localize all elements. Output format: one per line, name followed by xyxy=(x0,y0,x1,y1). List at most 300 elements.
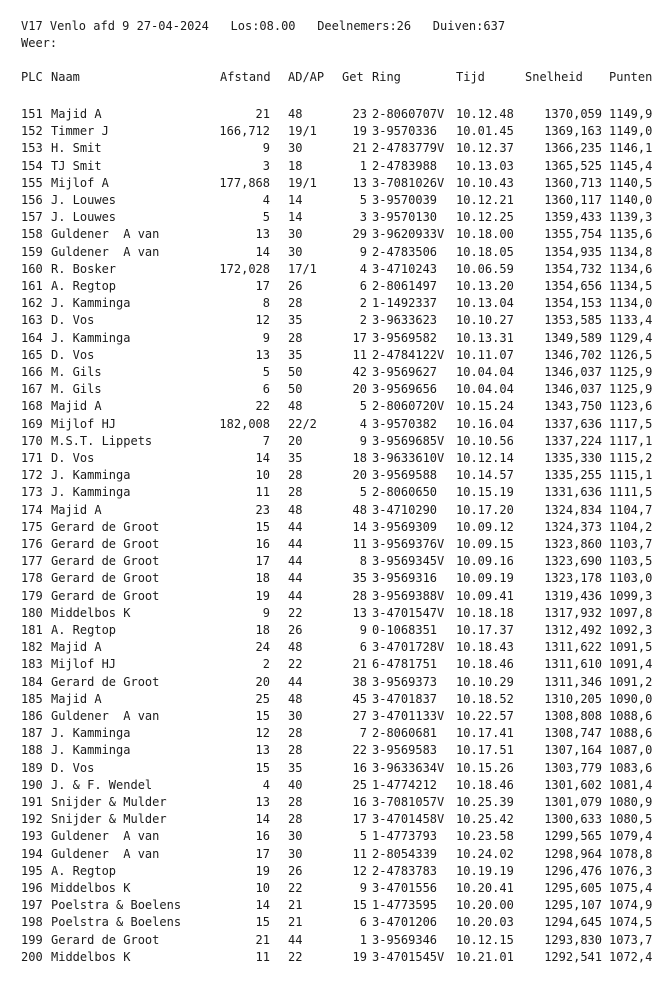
header-ring: Ring xyxy=(372,70,401,84)
row-get: 14 xyxy=(352,519,367,534)
row-naam: Middelbos K xyxy=(51,949,131,964)
row-plc: 166 xyxy=(21,365,43,379)
row-adap: 44 xyxy=(288,674,303,689)
row-naam: Gerard de Groot xyxy=(51,588,160,603)
row-adap: 30 xyxy=(288,829,303,844)
row-plc: 200 xyxy=(21,949,43,964)
row-snelheid: 1294,645 xyxy=(544,915,602,930)
row-ring: 2-8060720V xyxy=(372,399,445,414)
row-plc: 189 xyxy=(21,760,43,775)
row-adap: 35 xyxy=(288,313,303,328)
row-naam: Guldener A van xyxy=(51,829,160,844)
row-tijd: 10.04.04 xyxy=(456,365,514,379)
table-row xyxy=(0,708,670,725)
row-ring: 3-4701458V xyxy=(372,812,445,827)
row-plc: 157 xyxy=(21,210,43,225)
row-afstand: 13 xyxy=(255,347,270,362)
row-plc: 167 xyxy=(21,382,43,397)
row-punten: 1103,7 xyxy=(609,537,653,551)
row-snelheid: 1301,602 xyxy=(544,777,602,792)
table-row xyxy=(0,863,670,880)
row-punten: 1126,5 xyxy=(609,347,653,362)
row-afstand: 11 xyxy=(255,949,270,964)
table-row xyxy=(0,742,670,759)
row-snelheid: 1317,932 xyxy=(544,605,602,620)
row-punten: 1088,6 xyxy=(609,709,653,723)
row-tijd: 10.22.57 xyxy=(456,709,514,723)
row-ring: 2-4783783 xyxy=(372,863,438,878)
row-afstand: 4 xyxy=(262,193,270,207)
row-naam: Mijlof HJ xyxy=(51,416,117,431)
row-plc: 170 xyxy=(21,433,43,448)
row-naam: TJ Smit xyxy=(51,158,102,173)
row-tijd: 10.15.24 xyxy=(456,399,514,414)
row-get: 11 xyxy=(352,537,367,551)
row-plc: 177 xyxy=(21,554,43,569)
row-plc: 186 xyxy=(21,709,43,723)
row-adap: 28 xyxy=(288,296,303,311)
row-ring: 3-4701133V xyxy=(372,709,445,723)
table-row xyxy=(0,158,670,175)
table-row xyxy=(0,570,670,587)
row-plc: 194 xyxy=(21,846,43,861)
row-afstand: 23 xyxy=(255,502,270,517)
row-snelheid: 1324,373 xyxy=(544,519,602,534)
row-ring: 3-9570336 xyxy=(372,124,438,139)
row-ring: 3-9569388V xyxy=(372,588,445,603)
table-row xyxy=(0,140,670,157)
row-punten: 1090,0 xyxy=(609,691,653,706)
row-plc: 168 xyxy=(21,399,43,414)
row-ring: 3-9569685V xyxy=(372,433,445,448)
row-get: 5 xyxy=(359,193,367,207)
row-afstand: 15 xyxy=(255,915,270,930)
row-ring: 3-4701545V xyxy=(372,949,445,964)
row-punten: 1146,1 xyxy=(609,141,653,156)
row-ring: 3-4710290 xyxy=(372,502,438,517)
row-ring: 3-4710243 xyxy=(372,261,438,276)
table-row xyxy=(0,639,670,656)
table-row xyxy=(0,588,670,605)
row-afstand: 17 xyxy=(255,279,270,293)
row-adap: 48 xyxy=(288,640,303,655)
row-naam: Majid A xyxy=(51,691,102,706)
row-adap: 19/1 xyxy=(288,124,317,139)
race-info-line: V17 Venlo afd 9 27-04-2024 Los:08.00 Deelnemers:26 Duiven:637 xyxy=(21,19,506,33)
row-snelheid: 1292,541 xyxy=(544,949,602,964)
row-plc: 155 xyxy=(21,175,43,190)
row-tijd: 10.10.29 xyxy=(456,674,514,689)
row-plc: 159 xyxy=(21,244,43,259)
row-naam: R. Bosker xyxy=(51,261,117,276)
row-get: 1 xyxy=(359,158,367,173)
row-plc: 165 xyxy=(21,347,43,362)
row-punten: 1080,9 xyxy=(609,795,653,809)
row-plc: 161 xyxy=(21,279,43,293)
row-afstand: 7 xyxy=(262,433,270,448)
table-row xyxy=(0,811,670,828)
row-ring: 2-8060707V xyxy=(372,107,445,121)
row-ring: 2-8060650 xyxy=(372,485,438,500)
header-tijd: Tijd xyxy=(456,70,485,84)
table-row xyxy=(0,330,670,347)
row-snelheid: 1354,153 xyxy=(544,296,602,311)
row-get: 20 xyxy=(352,468,367,483)
row-punten: 1145,4 xyxy=(609,158,653,173)
table-row xyxy=(0,605,670,622)
table-row xyxy=(0,381,670,398)
row-snelheid: 1349,589 xyxy=(544,330,602,345)
row-snelheid: 1354,935 xyxy=(544,244,602,259)
row-adap: 50 xyxy=(288,382,303,397)
row-snelheid: 1354,656 xyxy=(544,279,602,293)
row-afstand: 8 xyxy=(262,296,270,311)
row-naam: Gerard de Groot xyxy=(51,519,160,534)
row-afstand: 6 xyxy=(262,382,270,397)
row-afstand: 12 xyxy=(255,313,270,328)
row-plc: 193 xyxy=(21,829,43,844)
row-punten: 1078,8 xyxy=(609,846,653,861)
row-punten: 1072,4 xyxy=(609,949,653,964)
row-afstand: 9 xyxy=(262,141,270,156)
row-naam: Majid A xyxy=(51,399,102,414)
row-plc: 151 xyxy=(21,107,43,121)
row-ring: 3-9569345V xyxy=(372,554,445,569)
row-adap: 28 xyxy=(288,330,303,345)
row-afstand: 14 xyxy=(255,898,270,913)
row-tijd: 10.18.46 xyxy=(456,777,514,792)
row-afstand: 4 xyxy=(262,777,270,792)
row-get: 42 xyxy=(352,365,367,379)
row-tijd: 10.18.05 xyxy=(456,244,514,259)
table-row xyxy=(0,226,670,243)
row-adap: 26 xyxy=(288,623,303,637)
row-plc: 154 xyxy=(21,158,43,173)
row-snelheid: 1360,117 xyxy=(544,193,602,207)
table-row xyxy=(0,760,670,777)
row-afstand: 16 xyxy=(255,829,270,844)
row-naam: J. Louwes xyxy=(51,210,117,225)
row-adap: 22 xyxy=(288,657,303,672)
row-tijd: 10.10.56 xyxy=(456,433,514,448)
row-afstand: 9 xyxy=(262,330,270,345)
row-tijd: 10.18.00 xyxy=(456,227,514,242)
row-afstand: 10 xyxy=(255,468,270,483)
row-tijd: 10.12.37 xyxy=(456,141,514,156)
row-punten: 1134,8 xyxy=(609,244,653,259)
row-adap: 21 xyxy=(288,898,303,913)
row-punten: 1088,6 xyxy=(609,726,653,741)
table-row xyxy=(0,674,670,691)
row-afstand: 9 xyxy=(262,605,270,620)
row-tijd: 10.24.02 xyxy=(456,846,514,861)
row-afstand: 16 xyxy=(255,537,270,551)
row-snelheid: 1311,610 xyxy=(544,657,602,672)
row-ring: 3-9569309 xyxy=(372,519,438,534)
row-ring: 2-8061497 xyxy=(372,279,438,293)
row-ring: 3-4701837 xyxy=(372,691,438,706)
row-afstand: 166,712 xyxy=(219,124,270,139)
row-ring: 1-4773595 xyxy=(372,898,438,913)
row-ring: 2-4783988 xyxy=(372,158,438,173)
row-naam: Middelbos K xyxy=(51,605,131,620)
row-plc: 163 xyxy=(21,313,43,328)
row-snelheid: 1300,633 xyxy=(544,812,602,827)
header-naam: Naam xyxy=(51,70,80,84)
row-tijd: 10.13.20 xyxy=(456,279,514,293)
row-ring: 2-4783779V xyxy=(372,141,445,156)
row-snelheid: 1295,107 xyxy=(544,898,602,913)
row-adap: 17/1 xyxy=(288,261,317,276)
row-naam: D. Vos xyxy=(51,313,95,328)
row-afstand: 22 xyxy=(255,399,270,414)
row-snelheid: 1308,747 xyxy=(544,726,602,741)
row-naam: Mijlof A xyxy=(51,175,109,190)
row-afstand: 5 xyxy=(262,210,270,225)
row-snelheid: 1296,476 xyxy=(544,863,602,878)
row-tijd: 10.12.25 xyxy=(456,210,514,225)
table-row xyxy=(0,553,670,570)
row-naam: Guldener A van xyxy=(51,244,160,259)
table-row xyxy=(0,622,670,639)
row-naam: Guldener A van xyxy=(51,709,160,723)
row-plc: 182 xyxy=(21,640,43,655)
table-row xyxy=(0,364,670,381)
row-adap: 20 xyxy=(288,433,303,448)
row-afstand: 177,868 xyxy=(219,175,270,190)
row-snelheid: 1323,860 xyxy=(544,537,602,551)
row-tijd: 10.14.57 xyxy=(456,468,514,483)
row-naam: D. Vos xyxy=(51,451,95,465)
row-punten: 1149,0 xyxy=(609,124,653,139)
row-get: 7 xyxy=(359,726,367,741)
row-get: 2 xyxy=(359,313,367,328)
table-row xyxy=(0,880,670,897)
row-punten: 1099,3 xyxy=(609,588,653,603)
row-get: 9 xyxy=(359,881,367,895)
row-naam: A. Regtop xyxy=(51,279,117,293)
row-plc: 164 xyxy=(21,330,43,345)
row-naam: H. Smit xyxy=(51,141,102,156)
row-plc: 180 xyxy=(21,605,43,620)
row-naam: J. Kamminga xyxy=(51,296,131,311)
row-punten: 1087,0 xyxy=(609,743,653,758)
table-row xyxy=(0,261,670,278)
row-plc: 175 xyxy=(21,519,43,534)
table-row xyxy=(0,794,670,811)
row-ring: 1-4774212 xyxy=(372,777,438,792)
row-adap: 26 xyxy=(288,863,303,878)
row-plc: 173 xyxy=(21,485,43,500)
table-row xyxy=(0,209,670,226)
row-ring: 3-9570039 xyxy=(372,193,438,207)
row-naam: Guldener A van xyxy=(51,846,160,861)
row-naam: A. Regtop xyxy=(51,863,117,878)
row-punten: 1080,5 xyxy=(609,812,653,827)
row-get: 9 xyxy=(359,623,367,637)
row-tijd: 10.09.16 xyxy=(456,554,514,569)
row-snelheid: 1359,433 xyxy=(544,210,602,225)
table-row xyxy=(0,932,670,949)
row-punten: 1133,4 xyxy=(609,313,653,328)
row-naam: J. Kamminga xyxy=(51,485,131,500)
row-afstand: 19 xyxy=(255,588,270,603)
row-adap: 44 xyxy=(288,554,303,569)
row-ring: 3-4701556 xyxy=(372,881,438,895)
row-snelheid: 1295,605 xyxy=(544,881,602,895)
row-plc: 153 xyxy=(21,141,43,156)
row-get: 5 xyxy=(359,399,367,414)
row-adap: 14 xyxy=(288,210,303,225)
row-afstand: 14 xyxy=(255,244,270,259)
row-adap: 35 xyxy=(288,451,303,465)
row-punten: 1134,6 xyxy=(609,261,653,276)
row-afstand: 14 xyxy=(255,451,270,465)
row-plc: 183 xyxy=(21,657,43,672)
row-snelheid: 1355,754 xyxy=(544,227,602,242)
row-punten: 1074,5 xyxy=(609,915,653,930)
row-punten: 1076,3 xyxy=(609,863,653,878)
row-get: 17 xyxy=(352,812,367,827)
row-afstand: 21 xyxy=(255,107,270,121)
row-snelheid: 1307,164 xyxy=(544,743,602,758)
row-tijd: 10.09.41 xyxy=(456,588,514,603)
row-ring: 3-4701547V xyxy=(372,605,445,620)
row-naam: A. Regtop xyxy=(51,623,117,637)
table-row xyxy=(0,691,670,708)
row-plc: 162 xyxy=(21,296,43,311)
table-row xyxy=(0,278,670,295)
row-get: 29 xyxy=(352,227,367,242)
row-plc: 197 xyxy=(21,898,43,913)
row-naam: J. Kamminga xyxy=(51,726,131,741)
row-snelheid: 1293,830 xyxy=(544,932,602,947)
row-adap: 44 xyxy=(288,571,303,586)
row-adap: 22 xyxy=(288,605,303,620)
row-naam: Timmer J xyxy=(51,124,109,139)
row-naam: Majid A xyxy=(51,107,102,121)
row-tijd: 10.12.15 xyxy=(456,932,514,947)
row-adap: 14 xyxy=(288,193,303,207)
row-plc: 179 xyxy=(21,588,43,603)
header-plc: PLC xyxy=(21,70,43,84)
row-punten: 1139,3 xyxy=(609,210,653,225)
row-afstand: 15 xyxy=(255,519,270,534)
row-punten: 1117,5 xyxy=(609,416,653,431)
row-ring: 3-7081026V xyxy=(372,175,445,190)
row-punten: 1083,6 xyxy=(609,760,653,775)
row-snelheid: 1299,565 xyxy=(544,829,602,844)
row-ring: 3-9569376V xyxy=(372,537,445,551)
row-adap: 30 xyxy=(288,709,303,723)
table-row xyxy=(0,192,670,209)
row-tijd: 10.20.03 xyxy=(456,915,514,930)
row-punten: 1135,6 xyxy=(609,227,653,242)
row-snelheid: 1369,163 xyxy=(544,124,602,139)
table-row xyxy=(0,777,670,794)
row-adap: 30 xyxy=(288,141,303,156)
row-ring: 3-9633634V xyxy=(372,760,445,775)
row-punten: 1104,2 xyxy=(609,519,653,534)
header-adap: AD/AP xyxy=(288,70,325,84)
table-row xyxy=(0,467,670,484)
weather-line: Weer: xyxy=(21,36,58,50)
row-afstand: 182,008 xyxy=(219,416,270,431)
row-snelheid: 1343,750 xyxy=(544,399,602,414)
row-tijd: 10.10.27 xyxy=(456,313,514,328)
row-naam: D. Vos xyxy=(51,760,95,775)
row-plc: 199 xyxy=(21,932,43,947)
row-tijd: 10.15.26 xyxy=(456,760,514,775)
row-get: 48 xyxy=(352,502,367,517)
row-naam: Gerard de Groot xyxy=(51,932,160,947)
row-adap: 44 xyxy=(288,588,303,603)
row-get: 27 xyxy=(352,709,367,723)
row-ring: 3-9569583 xyxy=(372,743,438,758)
row-snelheid: 1370,059 xyxy=(544,107,602,121)
row-punten: 1092,3 xyxy=(609,623,653,637)
row-naam: D. Vos xyxy=(51,347,95,362)
row-snelheid: 1323,178 xyxy=(544,571,602,586)
row-get: 9 xyxy=(359,244,367,259)
row-plc: 152 xyxy=(21,124,43,139)
row-adap: 48 xyxy=(288,691,303,706)
row-naam: Majid A xyxy=(51,640,102,655)
row-afstand: 18 xyxy=(255,623,270,637)
row-snelheid: 1303,779 xyxy=(544,760,602,775)
row-adap: 30 xyxy=(288,846,303,861)
row-ring: 3-9569588 xyxy=(372,468,438,483)
table-row xyxy=(0,656,670,673)
row-get: 17 xyxy=(352,330,367,345)
row-punten: 1103,5 xyxy=(609,554,653,569)
row-afstand: 17 xyxy=(255,846,270,861)
row-tijd: 10.20.00 xyxy=(456,898,514,913)
row-tijd: 10.13.04 xyxy=(456,296,514,311)
table-row xyxy=(0,502,670,519)
row-ring: 2-8060681 xyxy=(372,726,438,741)
row-plc: 184 xyxy=(21,674,43,689)
row-snelheid: 1353,585 xyxy=(544,313,602,328)
row-punten: 1104,7 xyxy=(609,502,653,517)
row-plc: 191 xyxy=(21,795,43,809)
row-adap: 28 xyxy=(288,743,303,758)
row-afstand: 13 xyxy=(255,227,270,242)
row-snelheid: 1346,037 xyxy=(544,382,602,397)
row-get: 6 xyxy=(359,279,367,293)
row-snelheid: 1324,834 xyxy=(544,502,602,517)
row-tijd: 10.10.43 xyxy=(456,175,514,190)
row-tijd: 10.17.37 xyxy=(456,623,514,637)
row-plc: 172 xyxy=(21,468,43,483)
row-get: 3 xyxy=(359,210,367,225)
row-snelheid: 1310,205 xyxy=(544,691,602,706)
row-get: 4 xyxy=(359,416,367,431)
row-ring: 2-4783506 xyxy=(372,244,438,259)
row-adap: 22/2 xyxy=(288,416,317,431)
row-ring: 3-9633610V xyxy=(372,451,445,465)
table-row xyxy=(0,295,670,312)
row-adap: 28 xyxy=(288,468,303,483)
row-afstand: 12 xyxy=(255,726,270,741)
row-tijd: 10.01.45 xyxy=(456,124,514,139)
row-afstand: 3 xyxy=(262,158,270,173)
row-punten: 1125,9 xyxy=(609,365,653,379)
row-get: 4 xyxy=(359,261,367,276)
row-adap: 48 xyxy=(288,502,303,517)
table-row xyxy=(0,416,670,433)
row-ring: 6-4781751 xyxy=(372,657,438,672)
